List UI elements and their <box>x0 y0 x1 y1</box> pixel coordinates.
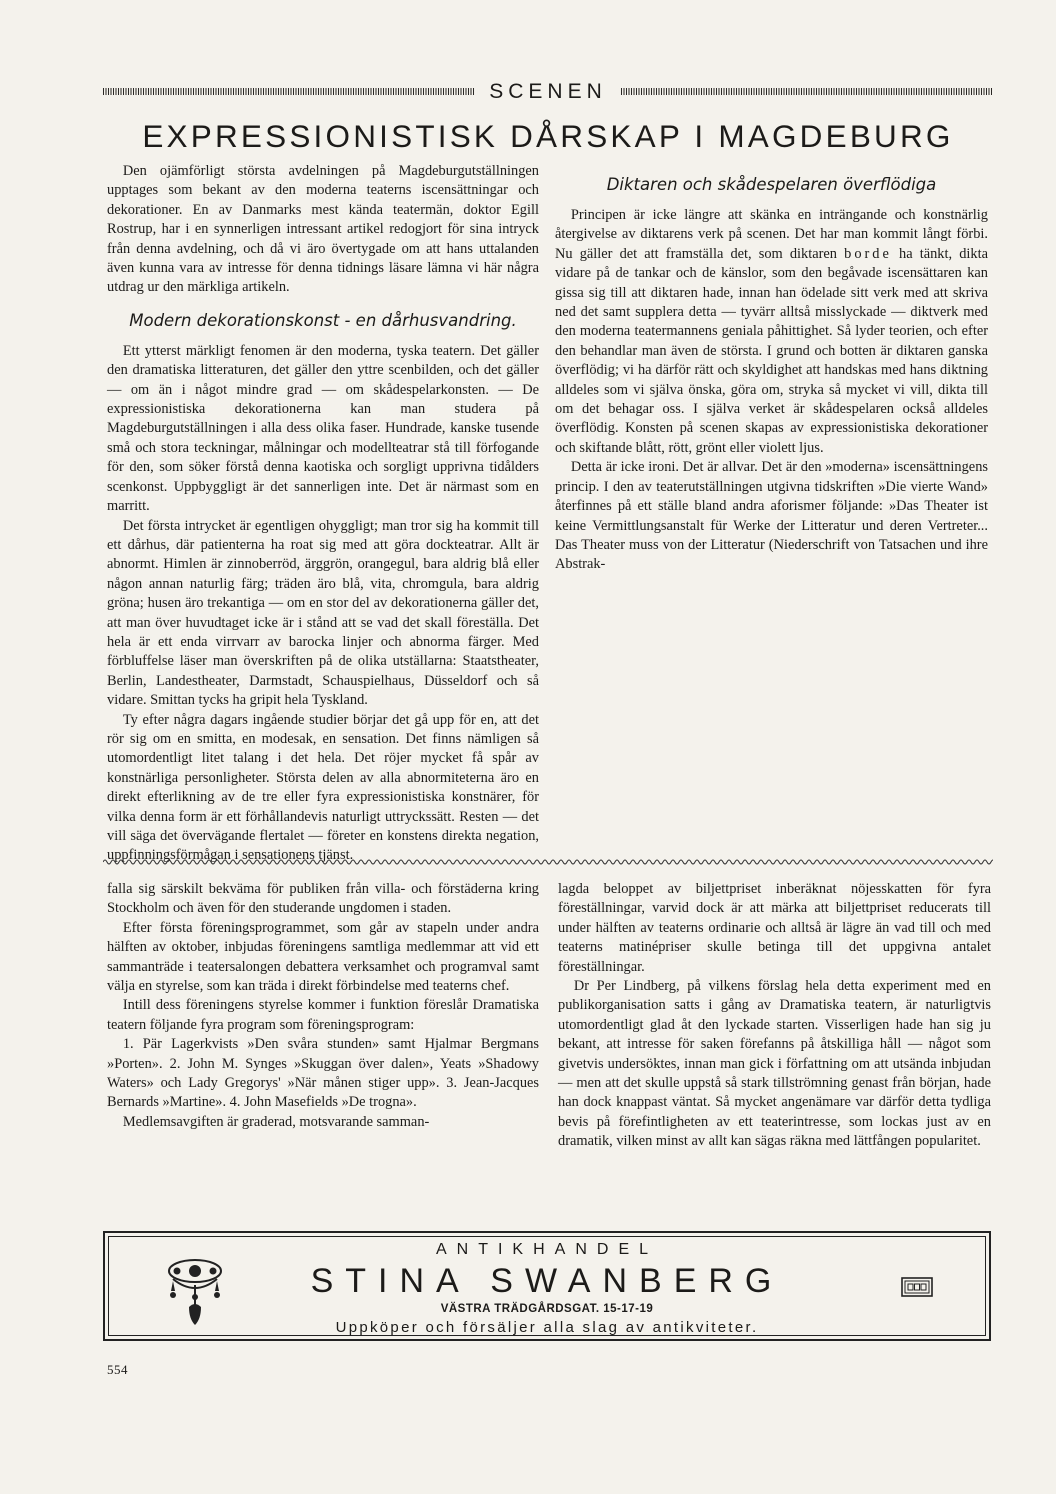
subheading-diktaren: Diktaren och skådespelaren överflödiga <box>606 175 937 194</box>
section-name: SCENEN <box>489 79 607 103</box>
body-paragraph: lagda beloppet av biljettpriset inberäknat nöjesskatten för fyra föreställningar, varvid dock är att märka att biljettpriset reducerats till under hälften av teaterns ordinarie och alltså är lägre än vad till och med teaterns matinépriser skulle betinga till det uppgivna antalet föreställningar. <box>558 881 991 975</box>
article-column-left <box>107 162 539 866</box>
article-column-right <box>555 162 988 575</box>
body-paragraph: Medlemsavgiften är graderad, motsvarande samman- <box>122 1113 430 1130</box>
left-ornamental-rule <box>103 88 475 95</box>
body-paragraph: Principen är icke längre att skänka en inträngande och konstnärlig återgivelse av diktarens verk på scenen. Det har man kommit långt förbi. Nu gäller det att framställa det, som diktaren borde ha tänkt, dikta vidare på de tankar och de känslor, som den begåvade iscensättaren kan gissa sig till att diktaren hade, innan han ödelade sitt verk med att skriva ned det samt supplera detta — tyvärr alltså misslyckade — diktverk med den moderna teatermannens geniala påhittighet. Så lyder teorien, och efter den behandlar man även de största. I grund och botten är diktaren ganska överflödig; vi ha därför rätt och skyldighet att handskas med hans diktning alldeles som vi själva önska, göra om, stryka så mycket vi vill, dikta till om det behagar oss. I själva verket är skådespelaren också alldeles överflödig. Konsten på scenen skapas av expressionistiska dekorationer och skiftande blått, rött, grönt eller violett ljus. <box>555 207 988 456</box>
advertisement-antikhandel <box>103 1231 991 1341</box>
second-article-column-right <box>558 880 991 1152</box>
body-paragraph: Dr Per Lindberg, på vilkens förslag hela detta experiment med en publikorganisation satts i gång av Dramatiska teatern, är naturligtvis utomordentligt glad åt den lyckade starten. Visserligen hade han sig ju bekant, att intresse för saken förefanns på åtskilliga håll — något som givetvis undersöktes, innan man gick i författning om att utsända inbjudan — men att det skulle uppstå så stark tillströmning genast från början, hade han dock knappast väntat. Så mycket angenämare var därför detta tydliga bevis på förefintligheten av ett teaterintresse, som lockas just av en dramatik, vilken minst av allt kan sägas räkna med lättfången popularitet. <box>558 978 991 1150</box>
ad-address: VÄSTRA TRÄDGÅRDSGAT. 15-17-19 <box>440 1303 654 1315</box>
intro-paragraph: Den ojämförligt största avdelningen på Magdeburgutställningen upptages som bekant av den moderna teaterns iscensättningar och dekorationer. En av Danmarks mest kända teatermän, doktor Egill Rostrup, har i en synnerligen intressant artikel redogjort för sina intryck från denna avdelning, och då vi äro övertygade om att hans uttalanden även kunna vara av intresse för denna tidnings läsare lämna vi här några utdrag ur den märkliga artikeln. <box>107 163 539 296</box>
right-ornamental-rule <box>621 88 993 95</box>
running-head <box>103 76 993 106</box>
ad-kicker: ANTIKHANDEL <box>435 1241 659 1258</box>
second-article-column-left <box>107 880 539 1132</box>
ad-tagline: Uppköper och försäljer alla slag av antikviteter. <box>335 1319 759 1336</box>
body-paragraph: Intill dess föreningens styrelse kommer i funktion föreslår Dramatiska teatern följande fyra program som föreningsprogram: <box>107 997 539 1033</box>
article-title: EXPRESSIONISTISK DÅRSKAP I MAGDEBURG <box>142 118 954 154</box>
body-paragraph: Efter första föreningsprogrammet, som går av stapeln under andra hälften av oktober, inbjudas föreningens samtliga medlemmar att vid ett sammanträde i teatersalongen debattera verksamhet och programval samt välja en styrelse, som kan träda i direkt förbindelse med teaterns chef. <box>107 919 539 995</box>
body-paragraph: Ty efter några dagars ingående studier börjar det gå upp för en, att det rör sig om en smitta, en modesak, en sensation. Det finns nämligen så utomordentligt litet talang i det hela. Det röjer mycket få spår av konstnärliga personligheter. Största delen av alla abnormiteterna äro en direkt efterlikning av de tre eller fyra expressionistiska konstnärer, för vilka denna form är ett förhållandevis naturligt uttryckssätt. Resten — det vill säga det övervägande flertalet — företer en konstens direkta negation, uppfinningsförmågan i sensationens tjänst. <box>107 711 539 864</box>
body-paragraph: Det första intrycket är egentligen ohyggligt; man tror sig ha kommit till ett dårhus, där patienterna ha roat sig med att göra dockteatrar. Allt är abnormt. Himlen är zinnoberröd, ärggrön, orangegul, bara aldrig blå eller någon annan naturlig färg; träden äro blå, vita, chromgula, bara aldrig gröna; husen äro trekantiga — om en stor del av dekorationerna gäller det, att man över huvudtaget icke är i stånd att se vad det skall föreställa. Det hela är ett enda virrvarr av barocka linjer och abnorma färger. Med förbluffelse läser man överskriften på de olika utställarna: Staatstheater, Berlin, Landestheater, Darmstadt, Schauspielhaus, Düsseldorf och så vidare. Smittan tycks ha gripit hela Tyskland. <box>107 517 539 709</box>
program-list-paragraph: 1. Pär Lagerkvists »Den svåra stunden» samt Hjalmar Bergmans »Porten». 2. John M. Synges »Skuggan över dalen», Yeats »Shadowy Waters» och Lady Gregorys' »När månen stiger upp». 3. Jean-Jacques Bernards »Martine». 4. John Masefields »De trogna». <box>107 1036 539 1111</box>
body-paragraph: Detta är icke ironi. Det är allvar. Det är den »moderna» iscensättningens princip. I den av teaterutställningen utgivna tidskriften »Die vierte Wand» återfinnes på ett ställe bland andra aforismer följande: »Das Theater ist keine Vermittlungsanstalt für Werke der Litteratur und deren Vertreter... Das Theater muss von der Litteratur (Niederschrift von Tatsachen und ihre Abstrak- <box>555 459 988 573</box>
wavy-divider <box>103 857 993 867</box>
body-paragraph: falla sig särskilt bekväma för publiken från villa- och förstäderna kring Stockholm och även för den studerande ungdomen i staden. <box>107 881 539 917</box>
page-number: 554 <box>107 1362 128 1377</box>
monogram-box-icon <box>901 1277 933 1297</box>
ad-shop-name: STINA SWANBERG <box>310 1262 784 1300</box>
spaced-emphasis: borde <box>844 245 892 262</box>
subheading-modern-dekorationskonst: Modern dekorationskonst - en dårhusvandring. <box>129 310 517 330</box>
body-paragraph: Ett ytterst märkligt fenomen är den moderna, tyska teatern. Det gäller den dramatiska litteraturen, det gäller den yttre scenbilden, och det gäller — om än i något mindre grad — om skådespelarkonsten. — De expressionistiska dekorationerna kan man studera på Magdeburgutställningen i alla dess olika faser. Hundrade, kanske tusende små och stora teckningar, målningar och modellteatrar stå till förfogande för den, som söker förstå denna kaotiska och sorgligt upprivna tidålders scenkonst. Uppbyggligt är det sannerligen inte. Det är närmast som en marritt. <box>107 342 539 515</box>
